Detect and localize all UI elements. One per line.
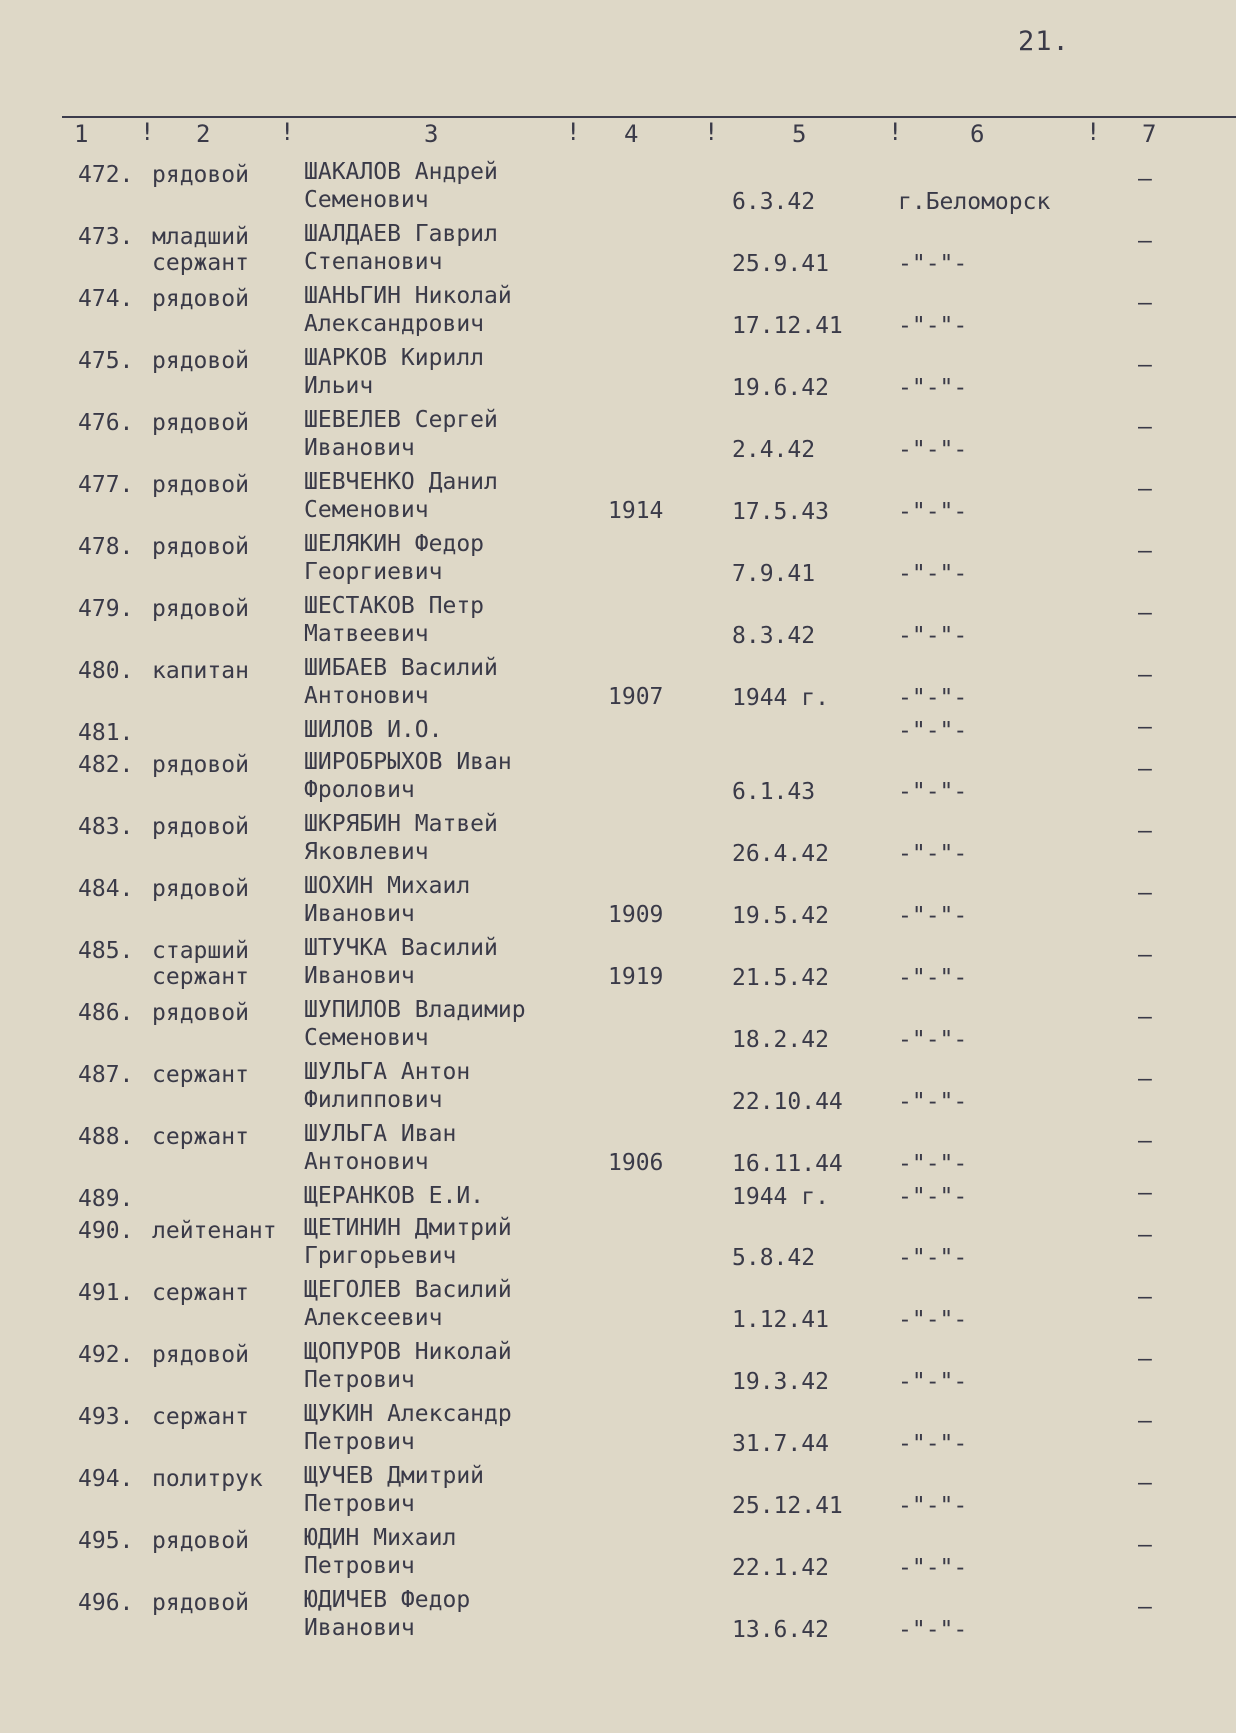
column-7-dash: – (1138, 756, 1152, 782)
full-name (304, 592, 484, 648)
column-7-dash: – (1138, 1004, 1152, 1030)
table-row (0, 716, 1236, 748)
military-rank: рядовой (152, 814, 249, 840)
table-row (0, 592, 1236, 654)
surname-and-name: ЩУКИН Александр (304, 1401, 512, 1427)
full-name (304, 530, 484, 586)
column-7-dash: – (1138, 352, 1152, 378)
table-row (0, 872, 1236, 934)
surname-and-name: ШАРКОВ Кирилл (304, 345, 485, 371)
column-7-dash: – (1138, 1470, 1152, 1496)
column-7-dash: – (1138, 538, 1152, 564)
column-7-dash: – (1138, 228, 1152, 254)
record-number: 475. (78, 348, 134, 374)
date: 16.11.44 (732, 1151, 843, 1177)
patronymic: Иванович (304, 901, 415, 927)
patronymic: Петрович (304, 1429, 415, 1455)
place: -"-"- (898, 718, 968, 744)
patronymic: Алексеевич (304, 1305, 443, 1331)
record-number: 485. (78, 938, 134, 964)
record-number: 483. (78, 814, 134, 840)
military-rank: старший сержант (152, 938, 249, 990)
patronymic: Ильич (304, 373, 374, 399)
surname-and-name: ШИРОБРЫХОВ Иван (304, 749, 512, 775)
full-name (304, 1524, 456, 1580)
surname-and-name: ШУПИЛОВ Владимир (304, 997, 526, 1023)
header-col-5: 5 (792, 120, 807, 148)
full-name (304, 1276, 512, 1332)
table-row (0, 220, 1236, 282)
full-name (304, 1058, 470, 1114)
military-rank: рядовой (152, 348, 249, 374)
full-name (304, 1120, 456, 1176)
date: 22.1.42 (732, 1555, 829, 1581)
surname-and-name: ШЕВЧЕНКО Данил (304, 469, 498, 495)
date: 19.3.42 (732, 1369, 829, 1395)
military-rank: рядовой (152, 472, 249, 498)
patronymic: Иванович (304, 435, 415, 461)
full-name (304, 220, 498, 276)
records-table (0, 158, 1236, 1648)
date: 13.6.42 (732, 1617, 829, 1643)
full-name (304, 1338, 512, 1394)
place: -"-"- (898, 1089, 968, 1115)
patronymic: Петрович (304, 1491, 415, 1517)
record-number: 472. (78, 162, 134, 188)
record-number: 489. (78, 1186, 134, 1212)
table-row (0, 1214, 1236, 1276)
table-row (0, 1058, 1236, 1120)
surname-and-name: ЩУЧЕВ Дмитрий (304, 1463, 485, 1489)
column-7-dash: – (1138, 1594, 1152, 1620)
full-name (304, 1462, 484, 1518)
header-separator: ! (140, 118, 155, 146)
header-col-2: 2 (196, 120, 211, 148)
date: 31.7.44 (732, 1431, 829, 1457)
table-row (0, 1586, 1236, 1648)
surname-and-name: ЩЕРАНКОВ Е.И. (304, 1183, 485, 1209)
place: -"-"- (898, 1307, 968, 1333)
birth-year: 1909 (608, 902, 664, 928)
surname-and-name: ШКРЯБИН Матвей (304, 811, 498, 837)
place: -"-"- (898, 1617, 968, 1643)
header-col-3: 3 (424, 120, 439, 148)
birth-year: 1919 (608, 964, 664, 990)
column-7-dash: – (1138, 942, 1152, 968)
header-col-7: 7 (1142, 120, 1157, 148)
table-row (0, 1524, 1236, 1586)
surname-and-name: ШУЛЬГА Иван (304, 1121, 457, 1147)
header-separator: ! (1086, 118, 1101, 146)
patronymic: Семенович (304, 187, 429, 213)
date: 22.10.44 (732, 1089, 843, 1115)
table-row (0, 654, 1236, 716)
header-separator: ! (280, 118, 295, 146)
military-rank: капитан (152, 658, 249, 684)
place: г.Беломорск (898, 189, 1051, 215)
header-col-6: 6 (970, 120, 985, 148)
place: -"-"- (898, 1369, 968, 1395)
record-number: 480. (78, 658, 134, 684)
place: -"-"- (898, 313, 968, 339)
military-rank: рядовой (152, 1590, 249, 1616)
surname-and-name: ШУЛЬГА Антон (304, 1059, 471, 1085)
table-row (0, 1120, 1236, 1182)
column-7-dash: – (1138, 1128, 1152, 1154)
column-7-dash: – (1138, 1284, 1152, 1310)
full-name (304, 748, 512, 804)
column-7-dash: – (1138, 600, 1152, 626)
surname-and-name: ЩЕГОЛЕВ Василий (304, 1277, 512, 1303)
patronymic: Яковлевич (304, 839, 429, 865)
column-7-dash: – (1138, 1408, 1152, 1434)
column-7-dash: – (1138, 1532, 1152, 1558)
column-7-dash: – (1138, 166, 1152, 192)
date: 17.5.43 (732, 499, 829, 525)
record-number: 482. (78, 752, 134, 778)
military-rank: сержант (152, 1404, 249, 1430)
full-name (304, 1182, 484, 1210)
date: 25.12.41 (732, 1493, 843, 1519)
record-number: 473. (78, 224, 134, 250)
military-rank: рядовой (152, 534, 249, 560)
surname-and-name: ЩЕТИНИН Дмитрий (304, 1215, 512, 1241)
record-number: 488. (78, 1124, 134, 1150)
place: -"-"- (898, 841, 968, 867)
military-rank: политрук (152, 1466, 263, 1492)
page-number: 21. (1018, 26, 1070, 57)
date: 2.4.42 (732, 437, 816, 463)
full-name (304, 282, 512, 338)
patronymic: Степанович (304, 249, 443, 275)
full-name (304, 468, 498, 524)
patronymic: Иванович (304, 1615, 415, 1641)
full-name (304, 1586, 470, 1642)
record-number: 494. (78, 1466, 134, 1492)
patronymic: Иванович (304, 963, 415, 989)
record-number: 496. (78, 1590, 134, 1616)
header-separator: ! (704, 118, 719, 146)
table-row (0, 810, 1236, 872)
header-separator: ! (888, 118, 903, 146)
table-header (62, 120, 1236, 150)
military-rank: рядовой (152, 286, 249, 312)
record-number: 478. (78, 534, 134, 560)
patronymic: Антонович (304, 1149, 429, 1175)
table-row (0, 530, 1236, 592)
full-name (304, 406, 498, 462)
birth-year: 1907 (608, 684, 664, 710)
surname-and-name: ШАЛДАЕВ Гаврил (304, 221, 498, 247)
record-number: 486. (78, 1000, 134, 1026)
table-row (0, 468, 1236, 530)
full-name (304, 1400, 512, 1456)
military-rank: рядовой (152, 162, 249, 188)
table-row (0, 934, 1236, 996)
surname-and-name: ЮДИН Михаил (304, 1525, 457, 1551)
date: 19.5.42 (732, 903, 829, 929)
date: 19.6.42 (732, 375, 829, 401)
table-row (0, 1462, 1236, 1524)
table-row (0, 1338, 1236, 1400)
full-name (304, 872, 470, 928)
record-number: 474. (78, 286, 134, 312)
record-number: 490. (78, 1218, 134, 1244)
date: 17.12.41 (732, 313, 843, 339)
date: 6.3.42 (732, 189, 816, 215)
place: -"-"- (898, 623, 968, 649)
surname-and-name: ШЕВЕЛЕВ Сергей (304, 407, 498, 433)
full-name (304, 654, 498, 710)
date: 26.4.42 (732, 841, 829, 867)
place: -"-"- (898, 965, 968, 991)
surname-and-name: ЮДИЧЕВ Федор (304, 1587, 471, 1613)
header-separator: ! (566, 118, 581, 146)
record-number: 495. (78, 1528, 134, 1554)
military-rank: рядовой (152, 876, 249, 902)
record-number: 481. (78, 720, 134, 746)
place: -"-"- (898, 1431, 968, 1457)
date: 1944 г. (732, 685, 829, 711)
military-rank: младший сержант (152, 224, 249, 276)
military-rank: рядовой (152, 1528, 249, 1554)
patronymic: Семенович (304, 497, 429, 523)
table-row (0, 282, 1236, 344)
column-7-dash: – (1138, 880, 1152, 906)
record-number: 479. (78, 596, 134, 622)
record-number: 493. (78, 1404, 134, 1430)
patronymic: Александрович (304, 311, 485, 337)
table-row (0, 748, 1236, 810)
military-rank: лейтенант (152, 1218, 277, 1244)
record-number: 487. (78, 1062, 134, 1088)
patronymic: Петрович (304, 1553, 415, 1579)
header-rule (62, 116, 1236, 118)
place: -"-"- (898, 1151, 968, 1177)
column-7-dash: – (1138, 1346, 1152, 1372)
surname-and-name: ШЕЛЯКИН Федор (304, 531, 485, 557)
surname-and-name: ШАНЬГИН Николай (304, 283, 512, 309)
surname-and-name: ШТУЧКА Василий (304, 935, 498, 961)
column-7-dash: – (1138, 1180, 1152, 1206)
surname-and-name: ШОХИН Михаил (304, 873, 471, 899)
record-number: 484. (78, 876, 134, 902)
table-row (0, 1400, 1236, 1462)
military-rank: сержант (152, 1280, 249, 1306)
table-row (0, 1182, 1236, 1214)
place: -"-"- (898, 251, 968, 277)
surname-and-name: ШИЛОВ И.О. (304, 717, 443, 743)
surname-and-name: ШЕСТАКОВ Петр (304, 593, 485, 619)
header-col-4: 4 (624, 120, 639, 148)
date: 5.8.42 (732, 1245, 816, 1271)
full-name (304, 934, 498, 990)
column-7-dash: – (1138, 818, 1152, 844)
patronymic: Георгиевич (304, 559, 443, 585)
column-7-dash: – (1138, 1222, 1152, 1248)
column-7-dash: – (1138, 476, 1152, 502)
place: -"-"- (898, 779, 968, 805)
patronymic: Антонович (304, 683, 429, 709)
military-rank: рядовой (152, 1342, 249, 1368)
column-7-dash: – (1138, 662, 1152, 688)
surname-and-name: ШИБАЕВ Василий (304, 655, 498, 681)
column-7-dash: – (1138, 290, 1152, 316)
patronymic: Матвеевич (304, 621, 429, 647)
full-name (304, 996, 526, 1052)
date: 21.5.42 (732, 965, 829, 991)
table-row (0, 406, 1236, 468)
date: 7.9.41 (732, 561, 816, 587)
military-rank: рядовой (152, 752, 249, 778)
patronymic: Григорьевич (304, 1243, 457, 1269)
military-rank: сержант (152, 1062, 249, 1088)
full-name (304, 344, 484, 400)
surname-and-name: ЩОПУРОВ Николай (304, 1339, 512, 1365)
table-row (0, 996, 1236, 1058)
record-number: 491. (78, 1280, 134, 1306)
patronymic: Семенович (304, 1025, 429, 1051)
full-name (304, 810, 498, 866)
date: 1.12.41 (732, 1307, 829, 1333)
date: 25.9.41 (732, 251, 829, 277)
column-7-dash: – (1138, 714, 1152, 740)
surname-and-name: ШАКАЛОВ Андрей (304, 159, 498, 185)
place: -"-"- (898, 1184, 968, 1210)
place: -"-"- (898, 685, 968, 711)
place: -"-"- (898, 1245, 968, 1271)
table-row (0, 344, 1236, 406)
place: -"-"- (898, 1493, 968, 1519)
birth-year: 1906 (608, 1150, 664, 1176)
birth-year: 1914 (608, 498, 664, 524)
military-rank: рядовой (152, 410, 249, 436)
column-7-dash: – (1138, 1066, 1152, 1092)
place: -"-"- (898, 437, 968, 463)
date: 8.3.42 (732, 623, 816, 649)
place: -"-"- (898, 561, 968, 587)
full-name (304, 1214, 512, 1270)
table-row (0, 158, 1236, 220)
military-rank: рядовой (152, 1000, 249, 1026)
full-name (304, 716, 442, 744)
header-col-1: 1 (74, 120, 89, 148)
table-row (0, 1276, 1236, 1338)
date: 1944 г. (732, 1184, 829, 1210)
date: 6.1.43 (732, 779, 816, 805)
place: -"-"- (898, 1027, 968, 1053)
date: 18.2.42 (732, 1027, 829, 1053)
record-number: 476. (78, 410, 134, 436)
record-number: 492. (78, 1342, 134, 1368)
patronymic: Фролович (304, 777, 415, 803)
patronymic: Петрович (304, 1367, 415, 1393)
military-rank: сержант (152, 1124, 249, 1150)
record-number: 477. (78, 472, 134, 498)
place: -"-"- (898, 375, 968, 401)
place: -"-"- (898, 903, 968, 929)
column-7-dash: – (1138, 414, 1152, 440)
place: -"-"- (898, 499, 968, 525)
place: -"-"- (898, 1555, 968, 1581)
full-name (304, 158, 498, 214)
military-rank: рядовой (152, 596, 249, 622)
patronymic: Филиппович (304, 1087, 443, 1113)
